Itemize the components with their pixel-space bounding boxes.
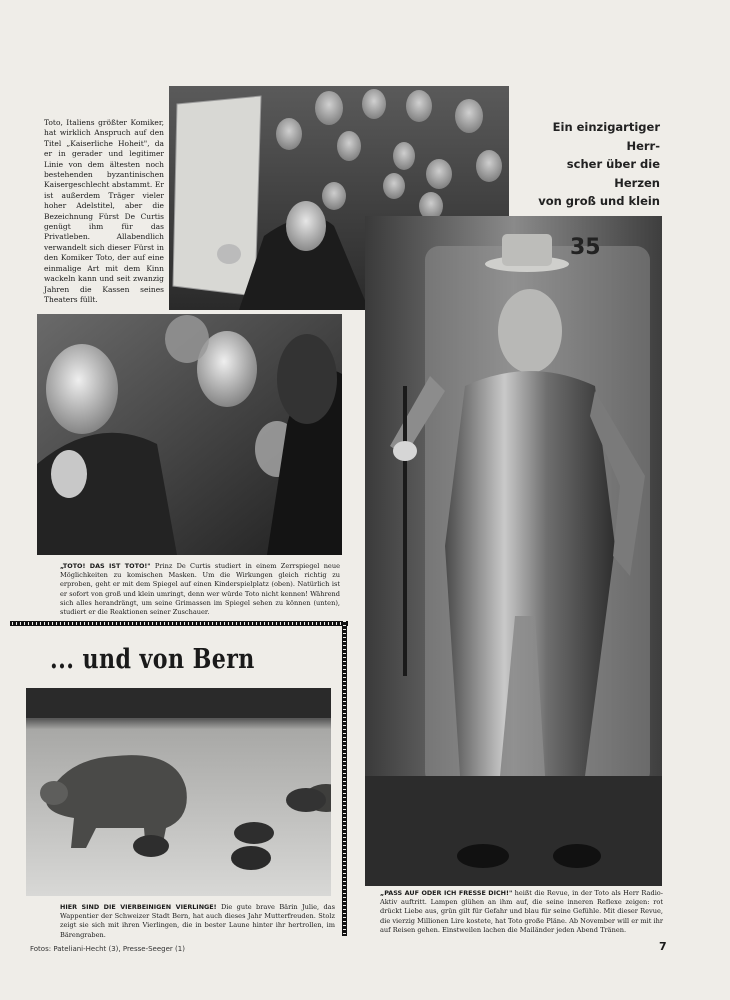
caption-body: Die gute brave Bärin Julie, das Wappentier der Schweizer Stadt Bern, hat auch dieses Jahr Mutterfreuden. Stolz zeigt sie sich mit ihren Vierlingen, die in bester Laune hinter ihr hertrollen, im Bärengraben. [60,903,335,939]
headline-line: scher über die Herzen [566,157,660,190]
caption-body: Prinz De Curtis studiert in einem Zerrspiegel neue Möglichkeiten zu komischen Masken. Um die Wirkungen gleich richtig zu erproben, geht er mit dem Spiegel auf einen Kinderspielplatz (oben). Natürlich ist er sofort von groß und klein umringt, denn wer würde Toto nicht kennen! Während sich alles herandrängt, um seine Grimassen im Spiegel sehen zu können (unten), studiert er die Reaktionen seiner Zuschauer. [60,562,340,617]
headline [520,118,660,211]
decorative-rule-vertical [342,621,347,936]
door-number: 35 [570,235,601,260]
caption-robot [380,889,663,935]
section-title: ... und von Bern [50,644,255,675]
caption-body: heißt die Revue, in der Toto als Herr Radio-Aktiv auftritt. Lampen glühen an ihm auf, die seine inneren Reflexe zeigen: rot drückt Liebe aus, grün gilt für Gefahr und blau für seine Gefühle. Mit dieser Revue, die vierzig Millionen Lire kostete, hat Toto große Pläne. Ab November will er mit ihr auf Reisen gehen. Einstweilen lachen die Mailänder jeden Abend Tränen. [380,889,664,934]
photo-toto-children [37,314,342,555]
caption-lead: „TOTO! DAS IST TOTO!" [60,562,151,570]
photo-bears [26,688,331,896]
caption-bears [60,903,335,940]
page-number: 7 [659,940,667,953]
headline-line: Ein einzigartiger Herr- [552,120,660,153]
caption-toto-mirror [60,562,340,617]
intro-text: Toto, Italiens größter Komiker, hat wirklich Anspruch auf den Titel „Kaiserliche Hoheit", da er in gerader und legitimer Linie von dem ältesten noch bestehenden byzantinischen Kaisergeschlecht abstammt. Er ist außerdem Träger vieler hoher Adelstitel, aber die Bezeichnung Fürst De Curtis genügt ihm für das Privatleben. Allabendlich verwandelt sich dieser Fürst in den Komiker Toto, der auf eine einmalige Art mit dem Kinn wackeln kann und seit zwanzig Jahren die Kassen seines Theaters füllt. [44,118,164,304]
photo-credit: Fotos: Pateliani-Hecht (3), Presse-Seeger (1) [30,945,185,953]
headline-line: von groß und klein [538,194,660,208]
photo-toto-robot [365,216,662,886]
caption-lead: HIER SIND DIE VIERBEINIGEN VIERLINGE! [60,903,217,911]
caption-lead: „PASS AUF ODER ICH FRESSE DICH!" [380,889,513,897]
decorative-rule-horizontal [10,621,348,626]
